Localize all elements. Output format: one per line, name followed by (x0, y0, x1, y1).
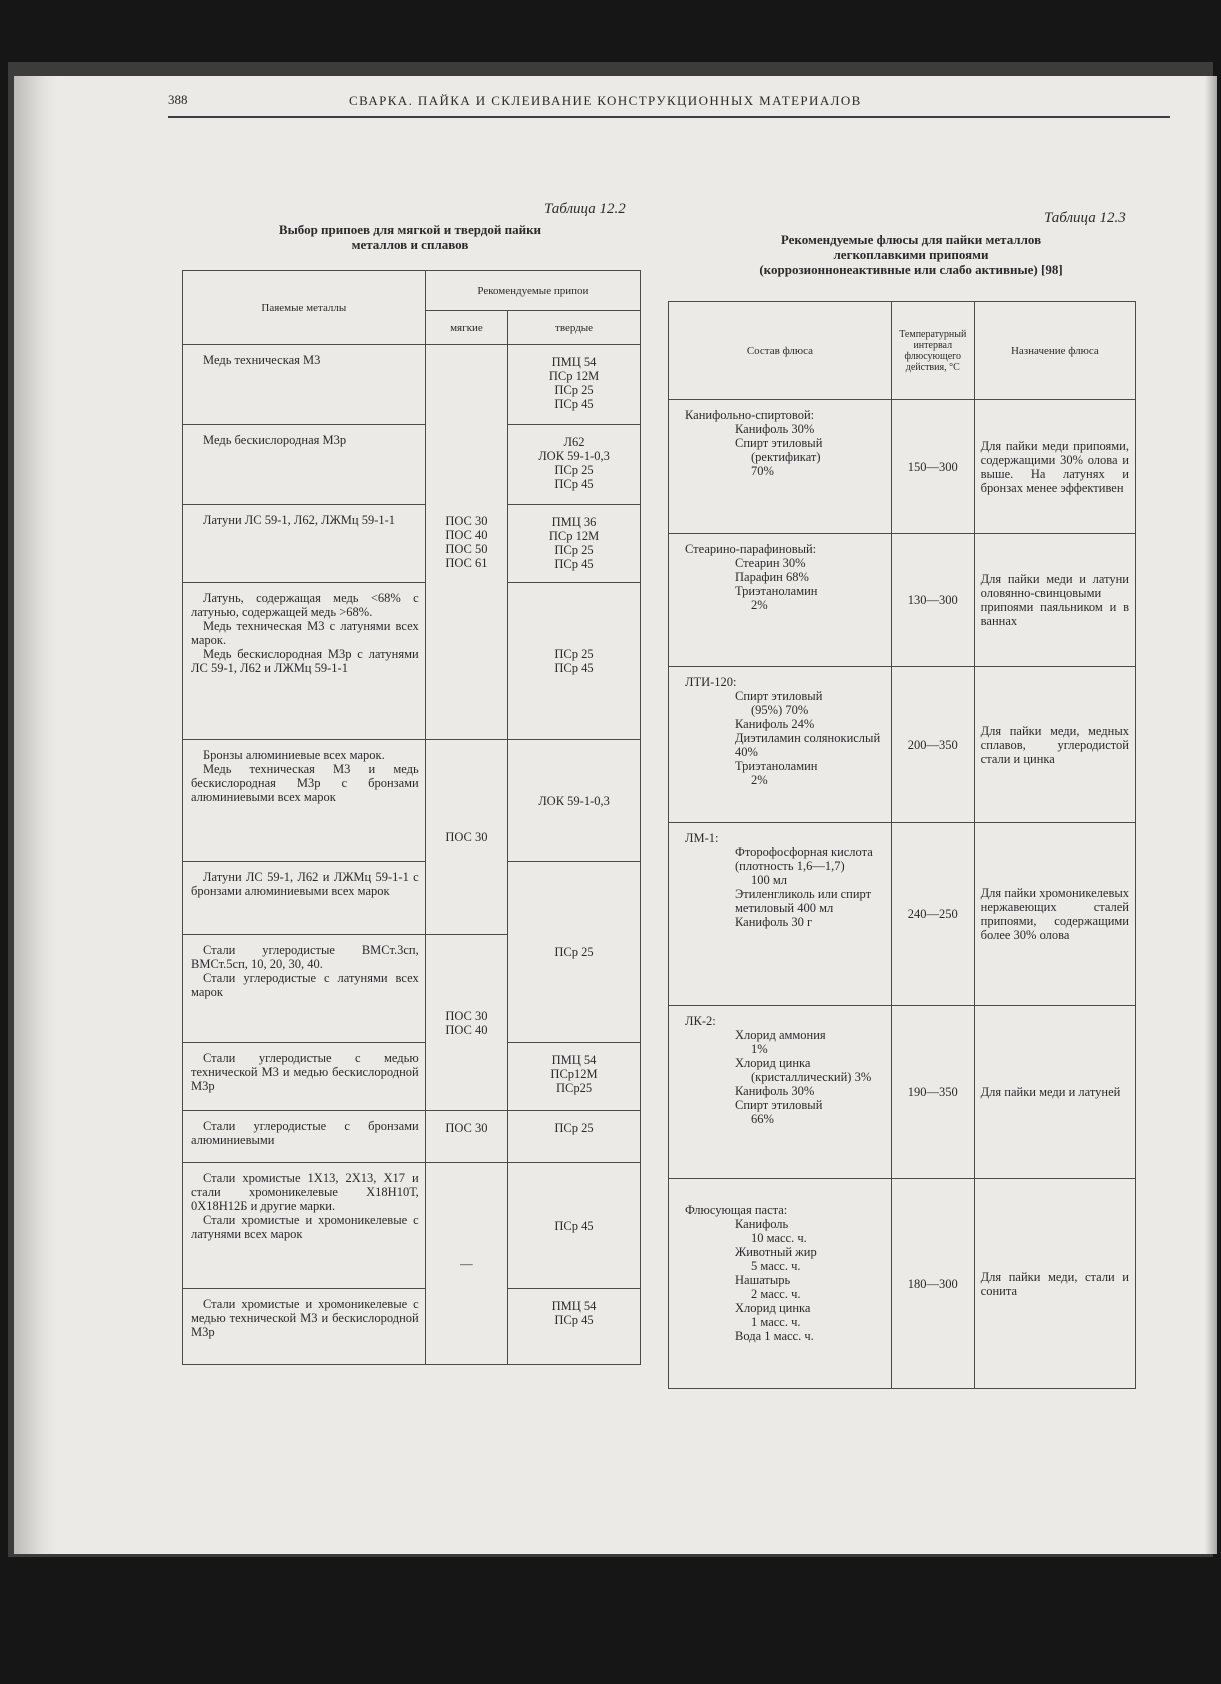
flux-name: Стеарино-парафиновый: (685, 542, 817, 556)
hard-solder-cell: Л62 ЛОК 59-1-0,3 ПСр 25 ПСр 45 (508, 425, 641, 505)
page-number: 388 (168, 92, 188, 107)
metal-text: Медь техническая М3 с латунями всех марок. (191, 619, 419, 647)
flux-component: Этиленгликоль или спирт метиловый 400 мл (735, 887, 872, 915)
metal-text: Бронзы алюминиевые всех марок. (203, 748, 385, 762)
flux-component: (95%) 70% (751, 703, 809, 717)
table-12-3-title-line: легкоплавкими припоями (833, 247, 989, 262)
metal-text: Стали углеродистые с медью технической М3 и медью бескислородной М3р (191, 1051, 419, 1093)
soft-solder-group: ПОС 30 ПОС 40 ПОС 50 ПОС 61 (425, 345, 507, 740)
metal-text: Латуни ЛС 59-1, Л62 и ЛЖМц 59-1-1 с бронзами алюминиевыми всех марок (191, 870, 419, 898)
temperature-range: 130—300 (891, 534, 974, 667)
table-row-metal (183, 1163, 426, 1289)
header-purpose: Назначение флюса (974, 302, 1135, 400)
flux-purpose: Для пайки меди, медных сплавов, углеродистой стали и цинка (974, 667, 1135, 823)
flux-component: 1 масс. ч. (751, 1315, 801, 1329)
flux-component: Диэтиламин солянокислый 40% (735, 731, 881, 759)
flux-purpose: Для пайки меди, стали и сонита (974, 1179, 1135, 1389)
soft-solder-group: ПОС 30 ПОС 40 (425, 935, 507, 1111)
header-solders: Рекомендуемые припои (425, 271, 640, 311)
flux-purpose: Для пайки меди и латуни оловянно-свинцовыми припоями паяльником и в ваннах (974, 534, 1135, 667)
table-row-composition (669, 534, 892, 667)
flux-component: Вода 1 масс. ч. (735, 1329, 814, 1343)
flux-component: Хлорид цинка (735, 1056, 811, 1070)
flux-table (668, 301, 1136, 1389)
flux-component: Триэтаноламин (735, 759, 818, 773)
page-edge-shadow (1205, 76, 1217, 1554)
flux-name: Канифольно-спиртовой: (685, 408, 815, 422)
flux-component: 2% (751, 598, 768, 612)
hard-solder-cell: ПМЦ 54 ПСр 12М ПСр 25 ПСр 45 (508, 345, 641, 425)
flux-component: (ректификат) (751, 450, 821, 464)
hard-solder-cell: ПСр 25 (508, 1111, 641, 1163)
soft-solder-group: — (425, 1163, 507, 1365)
flux-component: Канифоль 30 г (735, 915, 813, 929)
flux-name: ЛК-2: (685, 1014, 716, 1028)
temperature-range: 200—350 (891, 667, 974, 823)
flux-component: 2 масс. ч. (751, 1287, 801, 1301)
header-rule (168, 116, 1170, 118)
hard-solder-cell: ЛОК 59-1-0,3 (508, 740, 641, 862)
flux-component: Канифоль (735, 1217, 789, 1231)
flux-component: Парафин 68% (735, 570, 809, 584)
header-soft: мягкие (425, 311, 507, 345)
hard-solder-cell: ПСр 25 ПСр 45 (508, 583, 641, 740)
hard-solder-cell: ПСр 25 (508, 862, 641, 1043)
table-12-3-title-line: Рекомендуемые флюсы для пайки металлов (780, 232, 1042, 247)
running-title: СВАРКА. ПАЙКА И СКЛЕИВАНИЕ КОНСТРУКЦИОННЫХ МАТЕРИАЛОВ (349, 93, 862, 108)
flux-purpose: Для пайки меди и латуней (974, 1006, 1135, 1179)
header-hard: твердые (508, 311, 641, 345)
table-12-3-title (676, 232, 1146, 277)
table-row-metal (183, 425, 426, 505)
hard-solder-cell: ПМЦ 54 ПСр12М ПСр25 (508, 1043, 641, 1111)
table-row-composition (669, 1179, 892, 1389)
temperature-range: 150—300 (891, 400, 974, 534)
flux-component: Хлорид аммония (735, 1028, 826, 1042)
table-row-metal (183, 862, 426, 935)
table-12-2-title-line: металлов и сплавов (351, 237, 469, 252)
flux-component: Канифоль 30% (735, 1084, 815, 1098)
flux-component: 70% (751, 464, 774, 478)
flux-component: Спирт этиловый (735, 436, 823, 450)
metal-text: Стали хромистые и хромоникелевые с латунями всех марок (191, 1213, 419, 1241)
flux-component: Спирт этиловый (735, 1098, 823, 1112)
metal-text: Стали хромистые и хромоникелевые с медью технической М3 и бескислородной М3р (191, 1297, 419, 1339)
table-row-metal (183, 1043, 426, 1111)
soft-solder-cell: ПОС 30 (425, 1111, 507, 1163)
flux-component: 10 масс. ч. (751, 1231, 807, 1245)
metal-text: Стали углеродистые ВМСт.3сп, ВМСт.5сп, 10, 20, 30, 40. (191, 943, 419, 971)
flux-component: Триэтаноламин (735, 584, 818, 598)
table-row-metal (183, 740, 426, 862)
flux-component: 1% (751, 1042, 768, 1056)
flux-component: Хлорид цинка (735, 1301, 811, 1315)
flux-component: Нашатырь (735, 1273, 791, 1287)
metal-text: Латуни ЛС 59-1, Л62, ЛЖМц 59-1-1 (203, 513, 396, 527)
flux-purpose: Для пайки меди припоями, содержащими 30% олова и выше. На латунях и бронзах менее эффективен (974, 400, 1135, 534)
metal-text: Медь бескислородная М3р с латунями ЛС 59-1, Л62 и ЛЖМц 59-1-1 (191, 647, 419, 675)
flux-component: Животный жир (735, 1245, 817, 1259)
flux-name: ЛМ-1: (685, 831, 719, 845)
header-composition: Состав флюса (669, 302, 892, 400)
table-12-2-caption: Таблица 12.2 (544, 201, 626, 217)
solder-selection-table (182, 270, 641, 1365)
flux-name: ЛТИ-120: (685, 675, 737, 689)
header-temperature: Температурный интервал флюсующего действия, °С (891, 302, 974, 400)
table-12-2-title (190, 222, 630, 252)
flux-component: Стеарин 30% (735, 556, 806, 570)
flux-purpose: Для пайки хромоникелевых нержавеющих сталей припоями, содержащими более 30% олова (974, 823, 1135, 1006)
table-row-composition (669, 823, 892, 1006)
hard-solder-cell: ПСр 45 (508, 1163, 641, 1289)
table-row-metal (183, 505, 426, 583)
flux-component: (кристаллический) 3% (751, 1070, 872, 1084)
table-12-3-title-line: (коррозионнонеактивные или слабо активные) [98] (759, 262, 1063, 277)
table-row-metal (183, 935, 426, 1043)
metal-text: Латунь, содержащая медь <68% с латунью, содержащей медь >68%. (191, 591, 419, 619)
soft-solder-group: ПОС 30 (425, 740, 507, 935)
header-metals: Паяемые металлы (183, 271, 426, 345)
flux-component: 2% (751, 773, 768, 787)
metal-text: Медь бескислородная М3р (203, 433, 347, 447)
hard-solder-cell: ПМЦ 54 ПСр 45 (508, 1289, 641, 1365)
table-row-composition (669, 1006, 892, 1179)
temperature-range: 240—250 (891, 823, 974, 1006)
metal-text: Стали хромистые 1Х13, 2Х13, Х17 и стали хромоникелевые Х18Н10Т, 0Х18Н12Б и другие марки. (191, 1171, 419, 1213)
table-row-composition (669, 667, 892, 823)
flux-component: Фторофосфорная кислота (плотность 1,6—1,7) (735, 845, 873, 873)
table-row-metal (183, 1289, 426, 1365)
flux-name: Флюсующая паста: (685, 1203, 788, 1217)
table-row-metal (183, 583, 426, 740)
metal-text: Медь техническая М3 и медь бескислородная М3р с бронзами алюминиевыми всех марок (191, 762, 419, 804)
table-row-metal (183, 345, 426, 425)
hard-solder-cell: ПМЦ 36 ПСр 12М ПСр 25 ПСр 45 (508, 505, 641, 583)
temperature-range: 190—350 (891, 1006, 974, 1179)
table-row-composition (669, 400, 892, 534)
flux-component: 100 мл (751, 873, 788, 887)
flux-component: Спирт этиловый (735, 689, 823, 703)
table-12-2-title-line: Выбор припоев для мягкой и твердой пайки (278, 222, 542, 237)
flux-component: 5 масс. ч. (751, 1259, 801, 1273)
temperature-range: 180—300 (891, 1179, 974, 1389)
page-spine-shadow (14, 76, 58, 1554)
table-row-metal (183, 1111, 426, 1163)
metal-text: Стали углеродистые с бронзами алюминиевыми (191, 1119, 419, 1147)
metal-text: Медь техническая М3 (203, 353, 321, 367)
flux-component: 66% (751, 1112, 774, 1126)
flux-component: Канифоль 30% (735, 422, 815, 436)
flux-component: Канифоль 24% (735, 717, 815, 731)
metal-text: Стали углеродистые с латунями всех марок (191, 971, 419, 999)
table-12-3-caption: Таблица 12.3 (1044, 210, 1126, 226)
